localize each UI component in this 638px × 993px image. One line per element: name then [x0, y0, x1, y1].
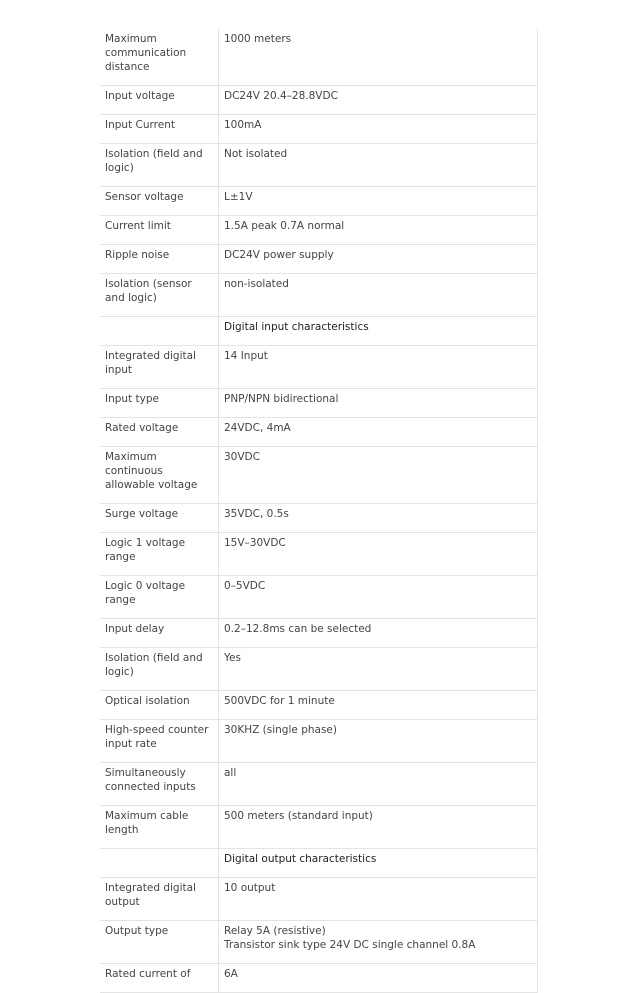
spec-value: 1.5A peak 0.7A normal: [219, 216, 538, 245]
spec-label: Surge voltage: [100, 504, 219, 533]
spec-row: [100, 245, 538, 274]
spec-row: [100, 144, 538, 187]
spec-label: Isolation (sensor and logic): [100, 274, 219, 317]
spec-value: Yes: [219, 648, 538, 691]
spec-row: [100, 619, 538, 648]
spec-value: 100mA: [219, 115, 538, 144]
spec-value: DC24V power supply: [219, 245, 538, 274]
spec-row: [100, 921, 538, 964]
spec-label: Current limit: [100, 216, 219, 245]
spec-label: Logic 1 voltage range: [100, 533, 219, 576]
spec-label: [100, 317, 219, 346]
spec-label: Input Current: [100, 115, 219, 144]
spec-value: 500VDC for 1 minute: [219, 691, 538, 720]
spec-label: Ripple noise: [100, 245, 219, 274]
spec-value: 24VDC, 4mA: [219, 418, 538, 447]
spec-row: [100, 115, 538, 144]
section-header-row: [100, 317, 538, 346]
spec-row: [100, 389, 538, 418]
spec-value: 35VDC, 0.5s: [219, 504, 538, 533]
spec-label: High-speed counter input rate: [100, 720, 219, 763]
spec-label: Input type: [100, 389, 219, 418]
specification-table-body: [100, 29, 538, 993]
spec-row: [100, 216, 538, 245]
spec-label: [100, 849, 219, 878]
spec-value: 0.2–12.8ms can be selected: [219, 619, 538, 648]
spec-label: Isolation (field and logic): [100, 144, 219, 187]
spec-value: 15V–30VDC: [219, 533, 538, 576]
spec-value: non-isolated: [219, 274, 538, 317]
spec-row: [100, 346, 538, 389]
spec-label: Rated current of: [100, 964, 219, 993]
spec-row: [100, 763, 538, 806]
spec-label: Integrated digital output: [100, 878, 219, 921]
spec-value: DC24V 20.4–28.8VDC: [219, 86, 538, 115]
spec-label: Maximum continuous allowable voltage: [100, 447, 219, 504]
spec-row: [100, 187, 538, 216]
section-header-row: [100, 849, 538, 878]
spec-value: 14 Input: [219, 346, 538, 389]
spec-row: [100, 418, 538, 447]
spec-row: [100, 504, 538, 533]
spec-label: Integrated digital input: [100, 346, 219, 389]
spec-label: Maximum communication distance: [100, 29, 219, 86]
spec-value: Relay 5A (resistive) Transistor sink type 24V DC single channel 0.8A: [219, 921, 538, 964]
spec-value: Not isolated: [219, 144, 538, 187]
spec-label: Sensor voltage: [100, 187, 219, 216]
section-title: Digital output characteristics: [219, 849, 538, 878]
spec-label: Output type: [100, 921, 219, 964]
spec-label: Isolation (field and logic): [100, 648, 219, 691]
spec-value: 6A: [219, 964, 538, 993]
spec-row: [100, 29, 538, 86]
spec-label: Maximum cable length: [100, 806, 219, 849]
spec-row: [100, 648, 538, 691]
spec-value: all: [219, 763, 538, 806]
spec-value: 500 meters (standard input): [219, 806, 538, 849]
spec-label: Input delay: [100, 619, 219, 648]
spec-label: Input voltage: [100, 86, 219, 115]
spec-row: [100, 576, 538, 619]
spec-label: Logic 0 voltage range: [100, 576, 219, 619]
spec-label: Simultaneously connected inputs: [100, 763, 219, 806]
spec-row: [100, 274, 538, 317]
spec-row: [100, 447, 538, 504]
spec-row: [100, 878, 538, 921]
spec-label: Rated voltage: [100, 418, 219, 447]
spec-value: 30KHZ (single phase): [219, 720, 538, 763]
spec-value: PNP/NPN bidirectional: [219, 389, 538, 418]
spec-value: 1000 meters: [219, 29, 538, 86]
spec-row: [100, 533, 538, 576]
spec-row: [100, 720, 538, 763]
specification-table: [100, 29, 538, 993]
section-title: Digital input characteristics: [219, 317, 538, 346]
spec-row: [100, 691, 538, 720]
spec-label: Optical isolation: [100, 691, 219, 720]
spec-row: [100, 964, 538, 993]
spec-value: 0–5VDC: [219, 576, 538, 619]
spec-value: L±1V: [219, 187, 538, 216]
spec-value: 30VDC: [219, 447, 538, 504]
spec-row: [100, 86, 538, 115]
spec-value: 10 output: [219, 878, 538, 921]
spec-row: [100, 806, 538, 849]
